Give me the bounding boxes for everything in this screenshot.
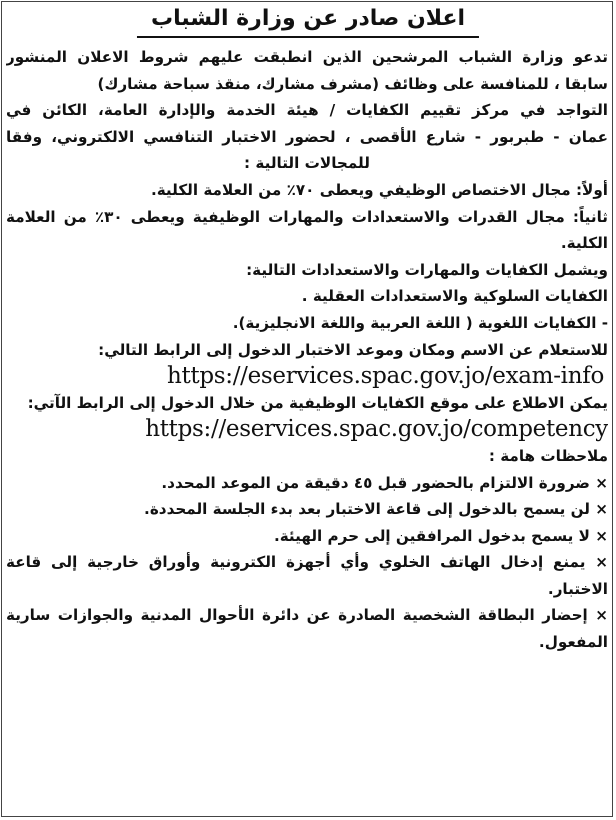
intro-line: سابقا ، للمنافسة على وظائف (مشرف مشارك، منقذ سباحة مشارك): [97, 74, 608, 93]
competency-text: يمكن الاطلاع على موقع الكفايات الوظيفية من خلال الدخول إلى الرابط الآتي:: [27, 393, 608, 412]
note-item: المفعول.: [538, 633, 608, 652]
intro-line: عمان - طبربور - شارع الأقصى ، لحضور الاختبار التنافسي الالكتروني، وفقا: [6, 127, 608, 146]
announcement-body: [6, 44, 608, 656]
intro-line: للمجالات التالية :: [244, 154, 370, 173]
exam-info-link[interactable]: https://eservices.spac.gov.jo/exam-info: [166, 363, 604, 390]
inquiry-text: للاستعلام عن الاسم ومكان وموعد الاختبار الدخول إلى الرابط التالي:: [98, 340, 608, 359]
notes-heading: ملاحظات هامة :: [488, 446, 608, 465]
title-wrap: [0, 2, 616, 36]
intro-line: التواجد في مركز تقييم الكفايات / هيئة الخدمة والإدارة العامة، الكائن في: [6, 101, 608, 120]
note-item: × يمنع إدخال الهاتف الخلوي وأي أجهزة الكترونية وأوراق خارجية إلى قاعة: [6, 553, 608, 572]
field-line: الكلية.: [560, 234, 608, 253]
field-line: أولاً: مجال الاختصاص الوظيفي ويعطى ٧٠٪ من العلامة الكلية.: [150, 180, 608, 199]
competency-line: ويشمل الكفايات والمهارات والاستعدادات التالية:: [246, 260, 608, 279]
field-line: ثانياً: مجال القدرات والاستعدادات والمهارات الوظيفية ويعطى ٣٠٪ من العلامة: [6, 207, 608, 226]
competency-line: - الكفايات اللغوية ( اللغة العربية واللغة الانجليزية).: [232, 313, 608, 332]
competency-line: الكفايات السلوكية والاستعدادات العقلية .: [301, 287, 608, 306]
note-item: × ضرورة الالتزام بالحضور قبل ٤٥ دقيقة من الموعد المحدد.: [161, 473, 608, 492]
note-item: × لا يسمح بدخول المرافقين إلى حرم الهيئة.: [273, 526, 608, 545]
note-item: × إحضار البطاقة الشخصية الصادرة عن دائرة الأحوال المدنية والجوازات سارية: [6, 606, 608, 625]
note-item: الاختبار.: [547, 579, 608, 598]
note-item: × لن يسمح بالدخول إلى قاعة الاختبار بعد بدء الجلسة المحددة.: [144, 500, 608, 519]
intro-line: تدعو وزارة الشباب المرشحين الذين انطبقت عليهم شروط الاعلان المنشور: [6, 48, 608, 66]
announcement-title: اعلان صادر عن وزارة الشباب: [137, 2, 479, 38]
competency-link[interactable]: https://eservices.spac.gov.jo/competency: [145, 416, 608, 443]
